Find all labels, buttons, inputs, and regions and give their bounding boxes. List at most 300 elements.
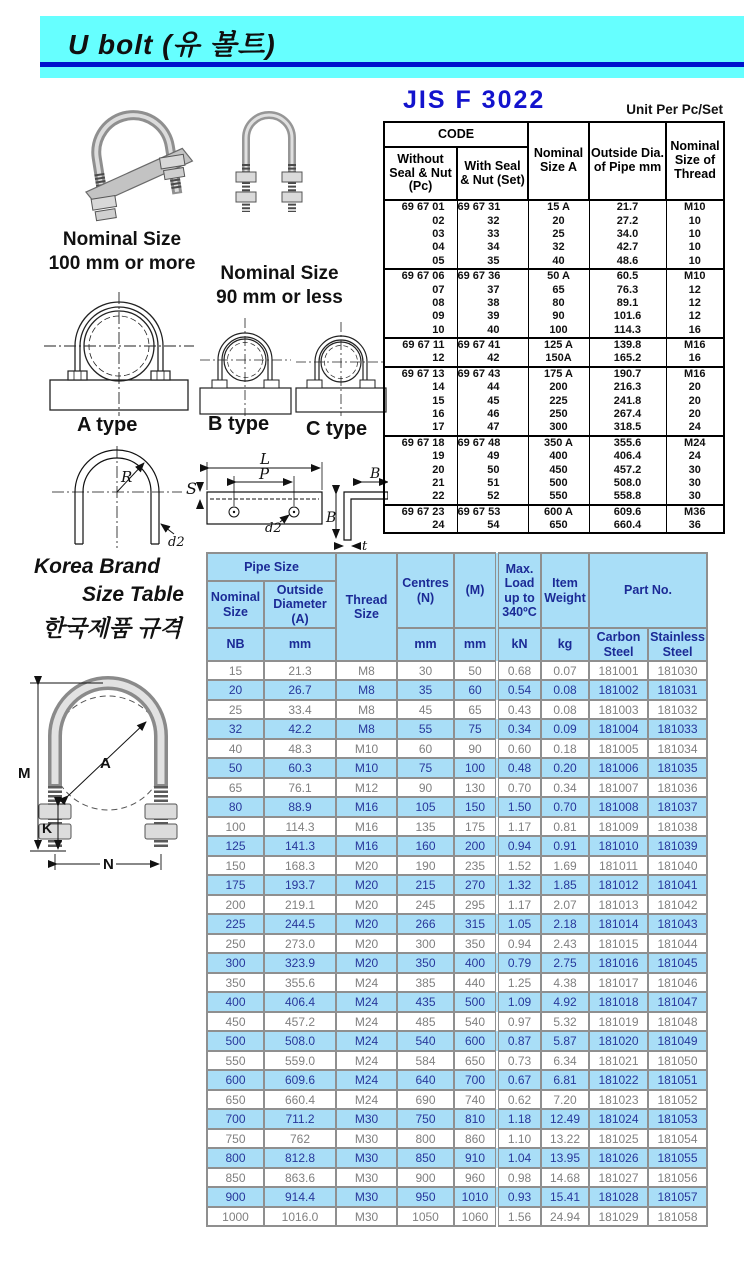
korea-cell: 181049 [648, 1031, 707, 1051]
korea-cell: 700 [454, 1070, 497, 1090]
jis-cell: 457.2 [589, 463, 666, 476]
jis-cell: 69 67 23 [384, 505, 457, 519]
korea-cell: 181003 [589, 700, 648, 720]
korea-cell: 181019 [589, 1012, 648, 1032]
jis-cell: 76.3 [589, 283, 666, 296]
jis-cell: 35 [457, 255, 528, 269]
dim-B-left-label: B [326, 510, 337, 526]
jis-cell: 20 [666, 394, 724, 407]
korea-table-row [207, 856, 707, 876]
jis-cell: 48.6 [589, 255, 666, 269]
jis-cell: 34.0 [589, 228, 666, 241]
korea-cell: 1.52 [497, 856, 541, 876]
jis-cell: 37 [457, 283, 528, 296]
jis-cell: 54 [457, 519, 528, 533]
jis-cell: 89.1 [589, 297, 666, 310]
korea-cell: 0.62 [497, 1090, 541, 1110]
korea-cell: 219.1 [264, 895, 336, 915]
jis-cell: 14 [384, 381, 457, 394]
korea-cell: 810 [454, 1109, 497, 1129]
korea-cell: 0.18 [541, 739, 589, 759]
korea-header-stainless-steel: Stainless Steel [648, 628, 707, 661]
jis-cell: M16 [666, 367, 724, 381]
jis-cell: 12 [666, 297, 724, 310]
note-nominal-large: Nominal Size 100 mm or more [48, 229, 196, 274]
jis-table-row [384, 214, 724, 227]
jis-cell: M16 [666, 338, 724, 352]
jis-cell: 24 [666, 421, 724, 435]
korea-cell: 860 [454, 1129, 497, 1149]
jis-table-row [384, 310, 724, 323]
korea-cell: 6.81 [541, 1070, 589, 1090]
jis-table-row [384, 338, 724, 352]
korea-cell: 26.7 [264, 680, 336, 700]
korea-cell: M24 [336, 1090, 397, 1110]
jis-cell: 24 [666, 450, 724, 463]
korea-header-max-load: Max. Load up to 340ºC [497, 553, 541, 628]
korea-cell: 12.49 [541, 1109, 589, 1129]
korea-cell: 750 [397, 1109, 454, 1129]
korea-cell: 181027 [589, 1168, 648, 1188]
korea-cell: 0.48 [497, 758, 541, 778]
korea-cell: 175 [454, 817, 497, 837]
korea-cell: 2.75 [541, 953, 589, 973]
jis-cell: 38 [457, 297, 528, 310]
jis-cell: 350 A [528, 436, 589, 450]
korea-cell: 950 [397, 1187, 454, 1207]
dim-t-label: t [362, 539, 368, 550]
korea-cell: 181056 [648, 1168, 707, 1188]
korea-brand-title-korean: 한국제품 규격 [42, 615, 182, 641]
korea-cell: 181023 [589, 1090, 648, 1110]
korea-cell: 181009 [589, 817, 648, 837]
jis-header-thread: Nominal Size of Thread [666, 122, 724, 200]
jis-table-row [384, 228, 724, 241]
jis-cell: 318.5 [589, 421, 666, 435]
korea-cell: 0.87 [497, 1031, 541, 1051]
korea-table-row [207, 914, 707, 934]
korea-cell: 0.68 [497, 661, 541, 681]
jis-cell: 32 [457, 214, 528, 227]
jis-cell: 22 [384, 490, 457, 504]
korea-cell: 181010 [589, 836, 648, 856]
korea-cell: 540 [454, 1012, 497, 1032]
korea-cell: 812.8 [264, 1148, 336, 1168]
korea-table-row [207, 1109, 707, 1129]
jis-cell: 600 A [528, 505, 589, 519]
jis-cell: 90 [528, 310, 589, 323]
korea-cell: M20 [336, 934, 397, 954]
korea-cell: 65 [207, 778, 264, 798]
korea-table-row [207, 778, 707, 798]
korea-cell: M12 [336, 778, 397, 798]
korea-cell: 235 [454, 856, 497, 876]
dim-K-label: K [42, 820, 53, 836]
korea-cell: 0.43 [497, 700, 541, 720]
korea-cell: 800 [397, 1129, 454, 1149]
korea-cell: 0.79 [497, 953, 541, 973]
korea-cell: 960 [454, 1168, 497, 1188]
korea-cell: M24 [336, 1012, 397, 1032]
dim-d2-hole-label: d2 [265, 521, 282, 536]
korea-cell: 750 [207, 1129, 264, 1149]
dimension-diagram [22, 442, 388, 550]
korea-cell: 266 [397, 914, 454, 934]
korea-cell: 800 [207, 1148, 264, 1168]
korea-cell: 65 [454, 700, 497, 720]
korea-header-part-no: Part No. [589, 553, 707, 628]
korea-cell: M24 [336, 1051, 397, 1071]
korea-cell: 273.0 [264, 934, 336, 954]
jis-cell: 19 [384, 450, 457, 463]
korea-cell: 30 [397, 661, 454, 681]
korea-cell: 355.6 [264, 973, 336, 993]
jis-cell: 165.2 [589, 352, 666, 366]
korea-cell: M16 [336, 797, 397, 817]
korea-cell: 21.3 [264, 661, 336, 681]
jis-cell: 609.6 [589, 505, 666, 519]
page-banner [40, 16, 744, 78]
jis-cell: 69 67 13 [384, 367, 457, 381]
korea-cell: 193.7 [264, 875, 336, 895]
korea-header-centres: Centres (N) [397, 553, 454, 628]
korea-cell: 640 [397, 1070, 454, 1090]
korea-cell: 181011 [589, 856, 648, 876]
dim-A-label: A [100, 755, 111, 772]
korea-cell: M24 [336, 973, 397, 993]
korea-cell: 181057 [648, 1187, 707, 1207]
korea-cell: 125 [207, 836, 264, 856]
korea-cell: 181042 [648, 895, 707, 915]
korea-cell: 55 [397, 719, 454, 739]
korea-cell: M30 [336, 1148, 397, 1168]
korea-cell: 540 [397, 1031, 454, 1051]
korea-cell: M20 [336, 953, 397, 973]
jis-cell: 69 67 01 [384, 200, 457, 214]
korea-cell: 0.34 [541, 778, 589, 798]
korea-cell: 100 [454, 758, 497, 778]
korea-cell: 35 [397, 680, 454, 700]
korea-cell: 88.9 [264, 797, 336, 817]
korea-cell: 0.81 [541, 817, 589, 837]
korea-cell: 130 [454, 778, 497, 798]
korea-cell: 181018 [589, 992, 648, 1012]
korea-cell: 1.25 [497, 973, 541, 993]
korea-cell: 600 [207, 1070, 264, 1090]
jis-cell: 08 [384, 297, 457, 310]
korea-cell: 150 [207, 856, 264, 876]
korea-cell: 105 [397, 797, 454, 817]
korea-cell: 75 [454, 719, 497, 739]
korea-cell: 1.10 [497, 1129, 541, 1149]
jis-cell: 51 [457, 477, 528, 490]
jis-cell: 50 A [528, 269, 589, 283]
korea-cell: 181058 [648, 1207, 707, 1227]
korea-cell: 181040 [648, 856, 707, 876]
korea-cell: 90 [454, 739, 497, 759]
jis-cell: 30 [666, 490, 724, 504]
korea-cell: 914.4 [264, 1187, 336, 1207]
korea-cell: 181048 [648, 1012, 707, 1032]
jis-cell: 10 [384, 324, 457, 338]
jis-cell: 36 [666, 519, 724, 533]
korea-table-row [207, 1187, 707, 1207]
korea-cell: 48.3 [264, 739, 336, 759]
jis-cell: 24 [384, 519, 457, 533]
korea-cell: M24 [336, 1031, 397, 1051]
korea-table-row [207, 1207, 707, 1227]
jis-cell: 10 [666, 241, 724, 254]
jis-cell: 216.3 [589, 381, 666, 394]
korea-cell: 181032 [648, 700, 707, 720]
korea-cell: 181035 [648, 758, 707, 778]
korea-cell: 20 [207, 680, 264, 700]
jis-cell: 500 [528, 477, 589, 490]
korea-cell: 0.91 [541, 836, 589, 856]
korea-table-row [207, 739, 707, 759]
korea-cell: 863.6 [264, 1168, 336, 1188]
jis-table-row [384, 241, 724, 254]
korea-cell: M8 [336, 661, 397, 681]
korea-cell: 15 [207, 661, 264, 681]
korea-cell: 5.32 [541, 1012, 589, 1032]
korea-cell: 181008 [589, 797, 648, 817]
korea-cell: 181054 [648, 1129, 707, 1149]
korea-table-row [207, 719, 707, 739]
korea-cell: 1.50 [497, 797, 541, 817]
korea-cell: 350 [397, 953, 454, 973]
korea-cell: 0.70 [497, 778, 541, 798]
korea-table-row [207, 1012, 707, 1032]
korea-cell: 60.3 [264, 758, 336, 778]
korea-cell: 245 [397, 895, 454, 915]
korea-cell: 1060 [454, 1207, 497, 1227]
korea-cell: 181052 [648, 1090, 707, 1110]
korea-unit-mm-m: mm [454, 628, 497, 661]
korea-table-row [207, 992, 707, 1012]
jis-cell: 03 [384, 228, 457, 241]
korea-cell: M30 [336, 1168, 397, 1188]
korea-cell: 650 [207, 1090, 264, 1110]
korea-cell: 181017 [589, 973, 648, 993]
korea-unit-mm-n: mm [397, 628, 454, 661]
korea-cell: 190 [397, 856, 454, 876]
korea-cell: 33.4 [264, 700, 336, 720]
korea-cell: 2.07 [541, 895, 589, 915]
jis-cell: 50 [457, 463, 528, 476]
jis-table-row [384, 519, 724, 533]
type-c-drawing [294, 320, 388, 420]
korea-cell: 584 [397, 1051, 454, 1071]
jis-cell: 27.2 [589, 214, 666, 227]
jis-cell: 65 [528, 283, 589, 296]
korea-cell: 450 [207, 1012, 264, 1032]
korea-table-row [207, 953, 707, 973]
korea-cell: 75 [397, 758, 454, 778]
korea-table-row [207, 934, 707, 954]
korea-cell: 400 [207, 992, 264, 1012]
jis-cell: 400 [528, 450, 589, 463]
korea-cell: 300 [397, 934, 454, 954]
korea-cell: 7.20 [541, 1090, 589, 1110]
korea-unit-mm-a: mm [264, 628, 336, 661]
korea-cell: 609.6 [264, 1070, 336, 1090]
korea-cell: M30 [336, 1207, 397, 1227]
korea-cell: 160 [397, 836, 454, 856]
korea-cell: 181039 [648, 836, 707, 856]
korea-cell: 1016.0 [264, 1207, 336, 1227]
korea-cell: M30 [336, 1109, 397, 1129]
korea-cell: 500 [207, 1031, 264, 1051]
korea-cell: 181002 [589, 680, 648, 700]
korea-cell: 181012 [589, 875, 648, 895]
jis-cell: 09 [384, 310, 457, 323]
jis-cell: 69 67 43 [457, 367, 528, 381]
korea-cell: 900 [207, 1187, 264, 1207]
jis-table-row [384, 490, 724, 504]
jis-cell: 16 [384, 408, 457, 421]
korea-cell: 4.38 [541, 973, 589, 993]
jis-table-row [384, 283, 724, 296]
korea-cell: M20 [336, 895, 397, 915]
page-title: U bolt (유 볼트) [68, 29, 276, 60]
korea-cell: 485 [397, 1012, 454, 1032]
jis-cell: 69 67 06 [384, 269, 457, 283]
korea-cell: 76.1 [264, 778, 336, 798]
korea-table-row [207, 700, 707, 720]
korea-table-row [207, 973, 707, 993]
jis-cell: 42.7 [589, 241, 666, 254]
jis-cell: 69 67 48 [457, 436, 528, 450]
jis-cell: 47 [457, 421, 528, 435]
jis-cell: 558.8 [589, 490, 666, 504]
jis-table-row [384, 200, 724, 214]
korea-cell: M30 [336, 1187, 397, 1207]
jis-cell: 20 [528, 214, 589, 227]
korea-cell: 181038 [648, 817, 707, 837]
korea-cell: 40 [207, 739, 264, 759]
jis-cell: 16 [666, 352, 724, 366]
jis-cell: M36 [666, 505, 724, 519]
jis-cell: 12 [666, 283, 724, 296]
korea-cell: 0.94 [497, 836, 541, 856]
korea-cell: 1.05 [497, 914, 541, 934]
jis-cell: 125 A [528, 338, 589, 352]
jis-cell: 10 [666, 214, 724, 227]
korea-cell: 315 [454, 914, 497, 934]
jis-cell: 15 [384, 394, 457, 407]
korea-cell: M24 [336, 992, 397, 1012]
korea-size-table [206, 552, 708, 1227]
korea-cell: 181004 [589, 719, 648, 739]
jis-cell: 10 [666, 228, 724, 241]
jis-cell: 175 A [528, 367, 589, 381]
korea-cell: 0.08 [541, 680, 589, 700]
korea-table-row [207, 797, 707, 817]
jis-cell: 69 67 41 [457, 338, 528, 352]
korea-cell: 181028 [589, 1187, 648, 1207]
korea-cell: 181036 [648, 778, 707, 798]
korea-cell: 114.3 [264, 817, 336, 837]
korea-header-carbon-steel: Carbon Steel [589, 628, 648, 661]
korea-cell: 181050 [648, 1051, 707, 1071]
jis-table [383, 121, 725, 534]
korea-cell: 181029 [589, 1207, 648, 1227]
jis-cell: 139.8 [589, 338, 666, 352]
korea-cell: 0.94 [497, 934, 541, 954]
korea-cell: 181055 [648, 1148, 707, 1168]
jis-cell: 267.4 [589, 408, 666, 421]
korea-header-item-weight: Item Weight [541, 553, 589, 628]
korea-cell: 650 [454, 1051, 497, 1071]
jis-table-row [384, 421, 724, 435]
jis-cell: 32 [528, 241, 589, 254]
jis-cell: 355.6 [589, 436, 666, 450]
korea-brand-title-line2: Size Table [82, 583, 184, 606]
korea-cell: 0.70 [541, 797, 589, 817]
korea-cell: 0.08 [541, 700, 589, 720]
dim-d2-leg-label: d2 [168, 535, 185, 550]
korea-cell: 1.85 [541, 875, 589, 895]
jis-cell: M10 [666, 200, 724, 214]
korea-cell: 181006 [589, 758, 648, 778]
korea-cell: 13.95 [541, 1148, 589, 1168]
korea-cell: 181051 [648, 1070, 707, 1090]
korea-cell: 244.5 [264, 914, 336, 934]
korea-cell: 181041 [648, 875, 707, 895]
korea-header-nominal-size: Nominal Size [207, 581, 264, 628]
jis-table-row [384, 436, 724, 450]
korea-cell: 295 [454, 895, 497, 915]
korea-cell: 700 [207, 1109, 264, 1129]
jis-cell: 40 [528, 255, 589, 269]
korea-cell: 200 [207, 895, 264, 915]
korea-cell: 660.4 [264, 1090, 336, 1110]
type-a-drawing [38, 290, 200, 418]
korea-cell: 457.2 [264, 1012, 336, 1032]
jis-table-row [384, 269, 724, 283]
jis-cell: 12 [666, 310, 724, 323]
korea-cell: 181031 [648, 680, 707, 700]
korea-header-outside-diameter: Outside Diameter (A) [264, 581, 336, 628]
jis-cell: 114.3 [589, 324, 666, 338]
korea-cell: 0.07 [541, 661, 589, 681]
korea-cell: 15.41 [541, 1187, 589, 1207]
korea-table-row [207, 1148, 707, 1168]
jis-cell: 40 [457, 324, 528, 338]
jis-cell: 16 [666, 324, 724, 338]
korea-cell: M8 [336, 719, 397, 739]
korea-cell: 270 [454, 875, 497, 895]
korea-cell: M30 [336, 1129, 397, 1149]
korea-cell: 762 [264, 1129, 336, 1149]
jis-cell: 15 A [528, 200, 589, 214]
korea-cell: 181024 [589, 1109, 648, 1129]
jis-cell: 10 [666, 255, 724, 269]
jis-cell: 508.0 [589, 477, 666, 490]
jis-cell: 450 [528, 463, 589, 476]
jis-cell: 46 [457, 408, 528, 421]
jis-cell: 190.7 [589, 367, 666, 381]
korea-table-row [207, 875, 707, 895]
korea-cell: 323.9 [264, 953, 336, 973]
korea-cell: 14.68 [541, 1168, 589, 1188]
korea-table-row [207, 661, 707, 681]
type-b-label: B type [208, 413, 270, 435]
jis-table-row [384, 352, 724, 366]
jis-header-nominal: Nominal Size A [528, 122, 589, 200]
korea-cell: 350 [454, 934, 497, 954]
